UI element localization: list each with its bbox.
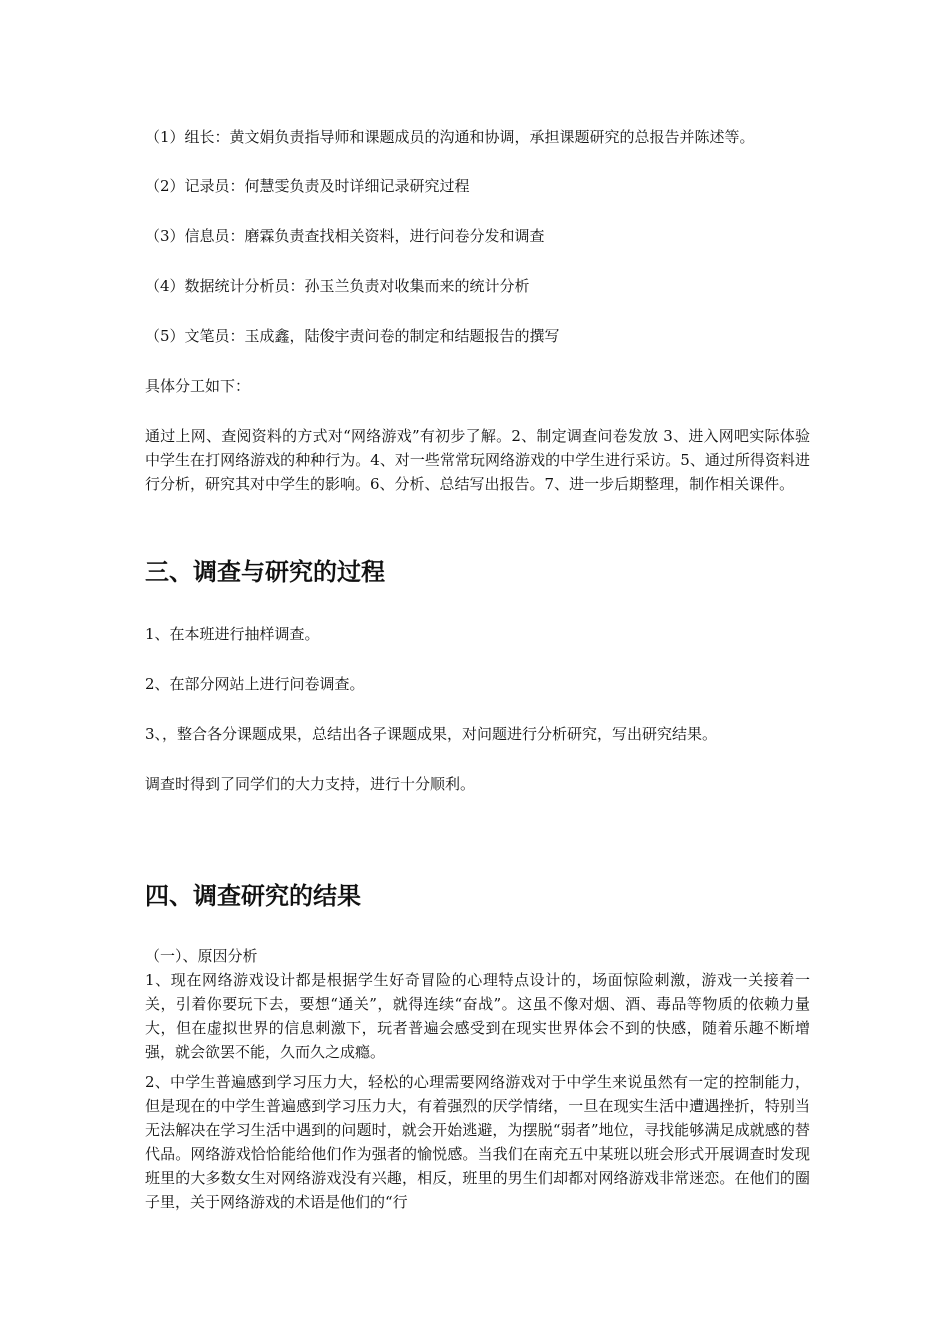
section3-heading: 三、调查与研究的过程 bbox=[145, 558, 385, 586]
section4-subheading: （一）、原因分析 bbox=[145, 947, 258, 965]
section3-item-1: 1、在本班进行抽样调查。 bbox=[145, 625, 320, 643]
section4-paragraph-1: 1、现在网络游戏设计都是根据学生好奇冒险的心理特点设计的，场面惊险刺激，游戏一关接着一关，引着你要玩下去，要想“通关”，就得连续“奋战”。这虽不像对烟、酒、毒品等物质的依赖力量大，但在虚拟世界的信息刺激下，玩者普遍会感受到在现实世界体会不到的快感，随着乐趣不断增强，就会欲罢不能，久而久之成瘾。 bbox=[145, 971, 810, 1061]
division-title: 具体分工如下： bbox=[145, 377, 251, 395]
role-statistics: （4）数据统计分析员：孙玉兰负责对收集而来的统计分析 bbox=[145, 277, 530, 295]
role-leader: （1）组长：黄文娟负责指导师和课题成员的沟通和协调，承担课题研究的总报告并陈述等。 bbox=[145, 128, 755, 146]
division-paragraph: 通过上网、查阅资料的方式对“网络游戏”有初步了解。2、制定调查问卷发放 3、进入网吧实际体验中学生在打网络游戏的种种行为。4、对一些常常玩网络游戏的中学生进行采访。5、通过所得资料进行分析，研究其对中学生的影响。6、分析、总结写出报告。7、进一步后期整理，制作相关课件。 bbox=[145, 427, 810, 493]
section4-heading: 四、调查研究的结果 bbox=[145, 882, 361, 910]
role-recorder: （2）记录员：何慧雯负责及时详细记录研究过程 bbox=[145, 177, 470, 195]
section4-paragraph-2: 2、中学生普遍感到学习压力大，轻松的心理需要网络游戏对于中学生来说虽然有一定的控制能力，但是现在的中学生普遍感到学习压力大，有着强烈的厌学情绪，一旦在现实生活中遭遇挫折，特别当无法解决在学习生活中遇到的问题时，就会开始逃避，为摆脱“弱者”地位，寻找能够满足成就感的替代品。网络游戏恰恰能给他们作为强者的愉悦感。当我们在南充五中某班以班会形式开展调查时发现班里的大多数女生对网络游戏没有兴趣，相反，班里的男生们却都对网络游戏非常迷恋。在他们的圈子里，关于网络游戏的术语是他们的“行 bbox=[145, 1073, 810, 1211]
role-info: （3）信息员：磨霖负责查找相关资料，进行问卷分发和调查 bbox=[145, 227, 545, 245]
section3-item-2: 2、在部分网站上进行问卷调查。 bbox=[145, 675, 365, 693]
section3-item-3: 3、，整合各分课题成果，总结出各子课题成果，对问题进行分析研究，写出研究结果。 bbox=[145, 725, 718, 743]
role-writer: （5）文笔员：玉成鑫，陆俊宇责问卷的制定和结题报告的撰写 bbox=[145, 327, 560, 345]
section3-note: 调查时得到了同学们的大力支持，进行十分顺利。 bbox=[145, 775, 476, 793]
